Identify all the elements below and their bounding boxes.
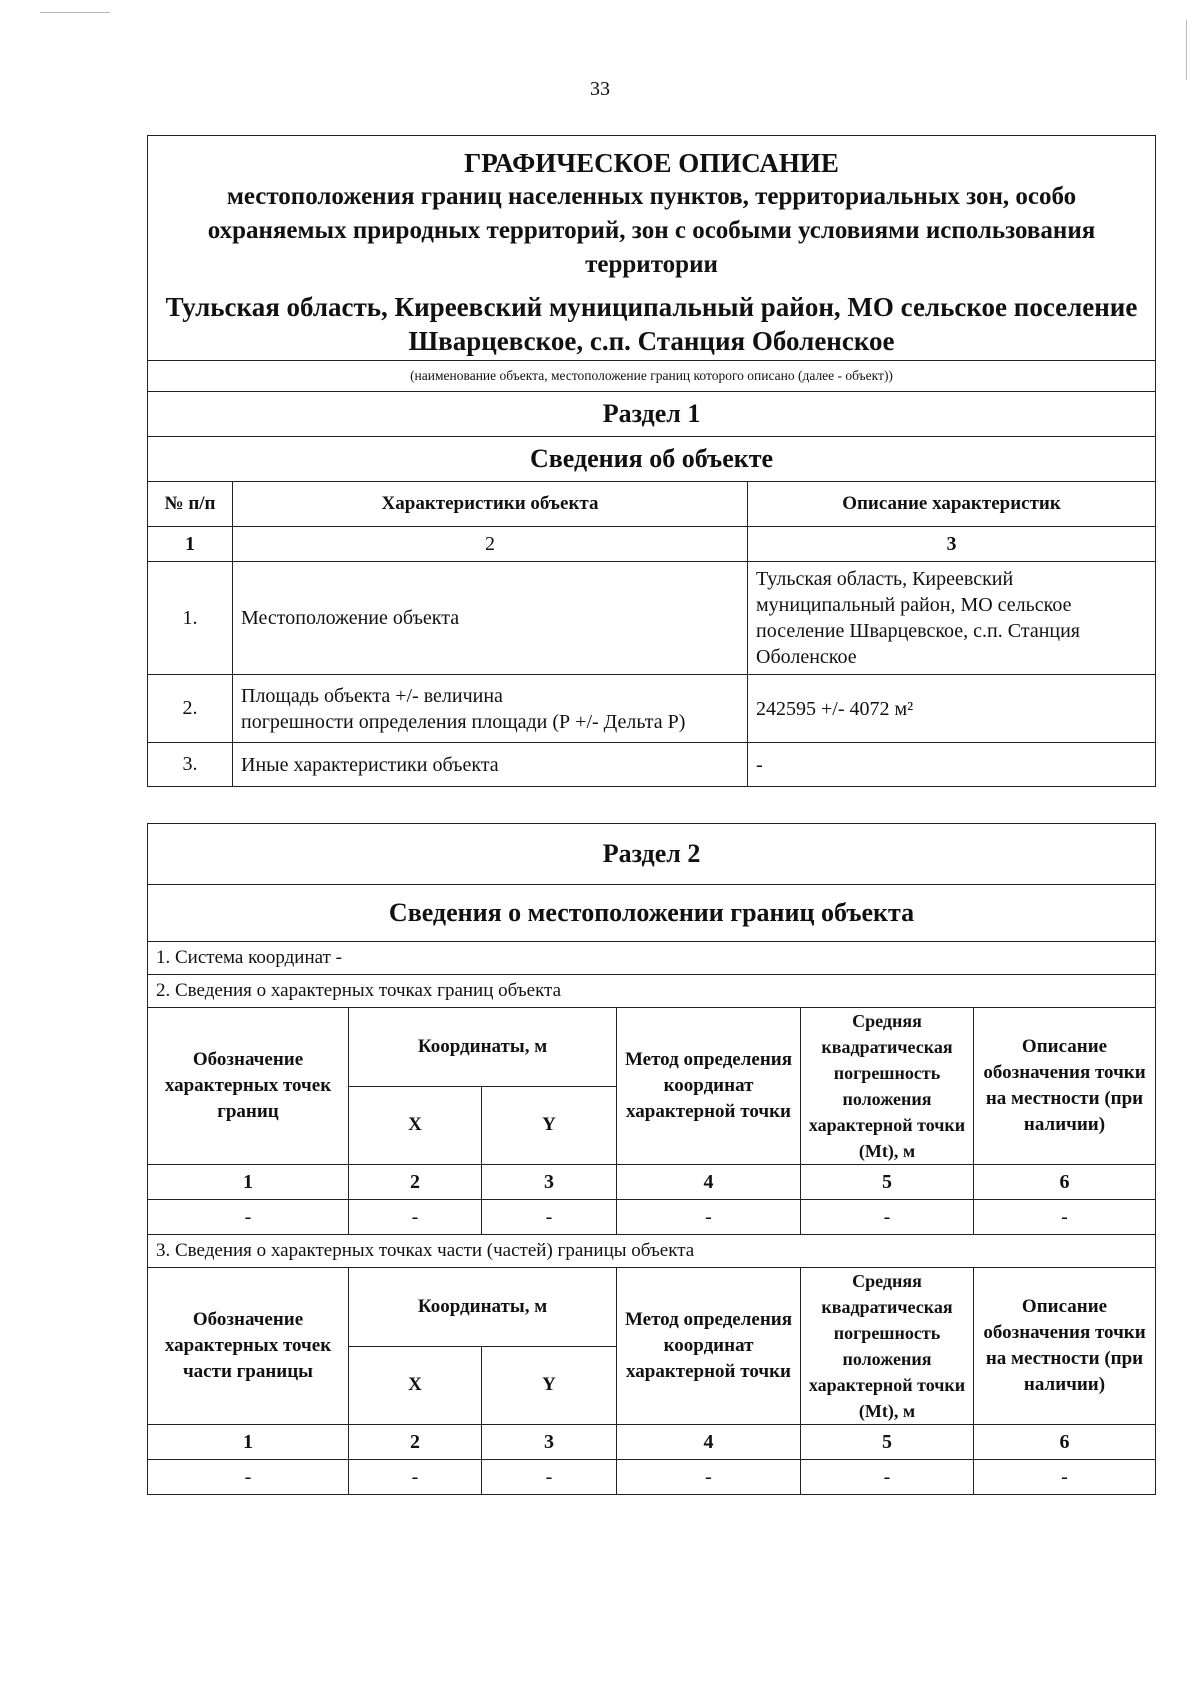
- row-characteristic: Местоположение объекта: [233, 562, 748, 675]
- column-header-method: Метод определения координат характерной точки: [617, 1268, 801, 1425]
- column-header-coordinates: Координаты, м: [349, 1268, 617, 1347]
- table-row: [148, 743, 1156, 787]
- column-header-x: X: [349, 1346, 482, 1425]
- row-number: 3.: [148, 743, 233, 787]
- column-header-y: Y: [482, 1346, 617, 1425]
- document-subtitle: местоположения границ населенных пунктов, территориальных зон, особо охраняемых природных территорий, зон с особыми условиями использования территории: [207, 183, 1096, 278]
- scan-artifact-line: [1186, 20, 1187, 80]
- scan-artifact-line: [40, 12, 110, 13]
- row-number: 1.: [148, 562, 233, 675]
- table-cell: -: [482, 1460, 617, 1495]
- row-characteristic-line: Площадь объекта +/- величина: [241, 684, 503, 707]
- page-number: 33: [590, 78, 610, 100]
- column-header-coordinates: Координаты, м: [349, 1008, 617, 1087]
- row-characteristic: Иные характеристики объекта: [233, 743, 748, 787]
- column-number: 6: [974, 1165, 1156, 1200]
- coordinate-system: 1. Система координат -: [148, 942, 1156, 975]
- table-row: [148, 562, 1156, 675]
- table-row: [148, 675, 1156, 743]
- column-number: 1: [148, 527, 233, 562]
- table-cell: -: [974, 1200, 1156, 1235]
- table-row: [148, 1200, 1156, 1235]
- table-cell: -: [148, 1200, 349, 1235]
- table-cell: -: [801, 1200, 974, 1235]
- column-header-point-description: Описание обозначения точки на местности (при наличии): [974, 1008, 1156, 1165]
- table-cell: -: [801, 1460, 974, 1495]
- column-number: 3: [482, 1165, 617, 1200]
- row-value: 242595 +/- 4072 м²: [748, 675, 1156, 743]
- row-value: Тульская область, Киреевский муниципальный район, МО сельское поселение Шварцевское, с.п. Станция Оболенское: [748, 562, 1156, 675]
- object-location-title: Тульская область, Киреевский муниципальный район, МО сельское поселение Шварцевское, с.п. Станция Оболенское: [165, 292, 1138, 356]
- row-characteristic-line: погрешности определения площади (Р +/- Дельта Р): [241, 710, 686, 733]
- column-number: 2: [349, 1425, 482, 1460]
- column-number: 3: [482, 1425, 617, 1460]
- table-cell: -: [349, 1460, 482, 1495]
- column-number: 5: [801, 1165, 974, 1200]
- section1-label: Раздел 1: [148, 392, 1156, 437]
- column-number: 5: [801, 1425, 974, 1460]
- section2-label: Раздел 2: [148, 824, 1156, 885]
- column-number: 4: [617, 1425, 801, 1460]
- column-header-y: Y: [482, 1086, 617, 1165]
- section1-title: Сведения об объекте: [148, 437, 1156, 482]
- part-boundary-points-title: 3. Сведения о характерных точках части (частей) границы объекта: [148, 1235, 1156, 1268]
- row-characteristic: [233, 675, 748, 743]
- column-number: 2: [349, 1165, 482, 1200]
- table-row: [148, 1460, 1156, 1495]
- column-header-number: № п/п: [148, 482, 233, 527]
- column-number: 1: [148, 1165, 349, 1200]
- column-header-characteristics: Характеристики объекта: [233, 482, 748, 527]
- table-cell: -: [617, 1460, 801, 1495]
- document-header: [148, 136, 1156, 361]
- table-cell: -: [482, 1200, 617, 1235]
- row-value: -: [748, 743, 1156, 787]
- header-caption: (наименование объекта, местоположение границ которого описано (далее - объект)): [148, 361, 1156, 392]
- table-cell: -: [617, 1200, 801, 1235]
- column-header-error: Средняя квадратическая погрешность положения характерной точки (Mt), м: [801, 1268, 974, 1425]
- section2-title: Сведения о местоположении границ объекта: [148, 885, 1156, 942]
- boundary-location-table: [147, 823, 1156, 1495]
- table-cell: -: [148, 1460, 349, 1495]
- column-header-error: Средняя квадратическая погрешность положения характерной точки (Mt), м: [801, 1008, 974, 1165]
- column-number: 2: [233, 527, 748, 562]
- table-cell: -: [974, 1460, 1156, 1495]
- column-header-description: Описание характеристик: [748, 482, 1156, 527]
- column-number: 1: [148, 1425, 349, 1460]
- document-title: ГРАФИЧЕСКОЕ ОПИСАНИЕ: [464, 148, 839, 178]
- column-number: 6: [974, 1425, 1156, 1460]
- boundary-points-title: 2. Сведения о характерных точках границ объекта: [148, 975, 1156, 1008]
- column-header-designation: Обозначение характерных точек границ: [148, 1008, 349, 1165]
- column-header-method: Метод определения координат характерной точки: [617, 1008, 801, 1165]
- column-header-designation-part: Обозначение характерных точек части границы: [148, 1268, 349, 1425]
- column-header-point-description: Описание обозначения точки на местности (при наличии): [974, 1268, 1156, 1425]
- object-info-table: [147, 135, 1156, 787]
- column-number: 3: [748, 527, 1156, 562]
- column-header-x: X: [349, 1086, 482, 1165]
- row-number: 2.: [148, 675, 233, 743]
- column-number: 4: [617, 1165, 801, 1200]
- table-cell: -: [349, 1200, 482, 1235]
